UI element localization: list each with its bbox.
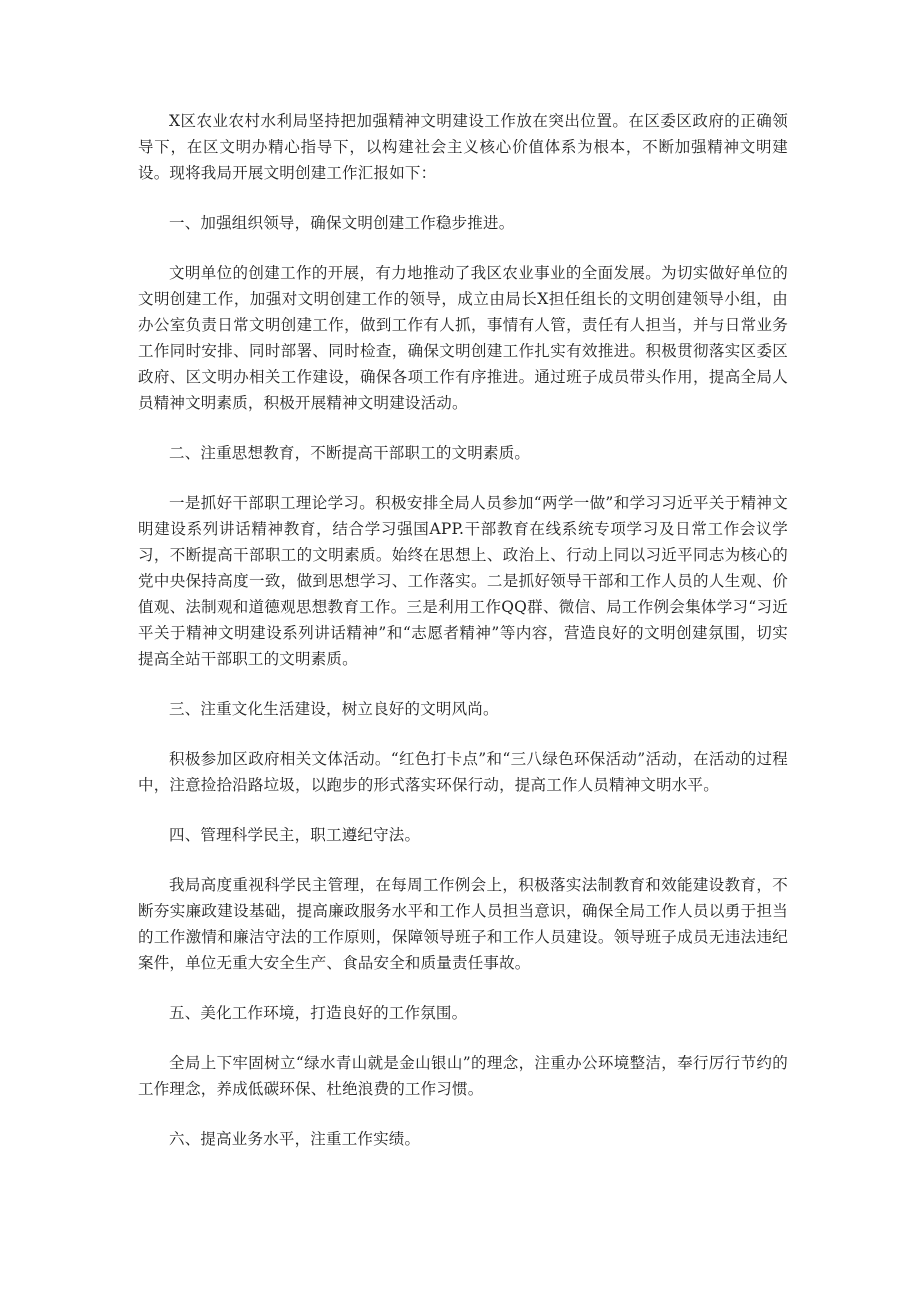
intro-paragraph: X区农业农村水利局坚持把加强精神文明建设工作放在突出位置。在区委区政府的正确领导下，在区文明办精心指导下，以构建社会主义核心价值体系为根本，不断加强精神文明建设。现将我局开展文明创建工作汇报如下： bbox=[138, 112, 788, 182]
section-4-paragraph: 我局高度重视科学民主管理，在每周工作例会上，积极落实法制教育和效能建设教育，不断夯实廉政建设基础，提高廉政服务水平和工作人员担当意识，确保全局工作人员以勇于担当的工作激情和廉洁守法的工作原则，保障领导班子和工作人员建设。领导班子成员无违法违纪案件，单位无重大安全生产、食品安全和质量责任事故。 bbox=[138, 876, 788, 972]
section-5-paragraph: 全局上下牢固树立“绿水青山就是金山银山”的理念，注重办公环境整洁，奉行厉行节约的工作理念，养成低碳环保、杜绝浪费的工作习惯。 bbox=[138, 1054, 788, 1098]
section-heading-3: 三、注重文化生活建设，树立良好的文明风尚。 bbox=[169, 700, 499, 718]
section-1-paragraph: 文明单位的创建工作的开展，有力地推动了我区农业事业的全面发展。为切实做好单位的文明创建工作，加强对文明创建工作的领导，成立由局长X担任组长的文明创建领导小组，由办公室负责日常文明创建工作，做到工作有人抓，事情有人管，责任有人担当，并与日常业务工作同时安排、同时部署、同时检查，确保文明创建工作扎实有效推进。积极贯彻落实区委区政府、区文明办相关工作建设，确保各项工作有序推进。通过班子成员带头作用，提高全局人员精神文明素质，积极开展精神文明建设活动。 bbox=[138, 264, 788, 412]
section-heading-5: 五、美化工作环境，打造良好的工作氛围。 bbox=[169, 1004, 468, 1022]
section-2-paragraph: 一是抓好干部职工理论学习。积极安排全局人员参加“两学一做”和学习习近平关于精神文明建设系列讲话精神教育，结合学习强国APP.干部教育在线系统专项学习及日常工作会议学习，不断提高干部职工的文明素质。始终在思想上、政治上、行动上同以习近平同志为核心的党中央保持高度一致，做到思想学习、工作落实。二是抓好领导干部和工作人员的人生观、价值观、法制观和道德观思想教育工作。三是利用工作QQ群、微信、局工作例会集体学习“习近平关于精神文明建设系列讲话精神”和“志愿者精神”等内容，营造良好的文明创建氛围，切实提高全站干部职工的文明素质。 bbox=[138, 494, 788, 668]
section-heading-1: 一、加强组织领导，确保文明创建工作稳步推进。 bbox=[169, 214, 515, 232]
document-body bbox=[138, 108, 788, 1152]
section-heading-4: 四、管理科学民主，职工遵纪守法。 bbox=[169, 826, 421, 844]
section-heading-6: 六、提高业务水平，注重工作实绩。 bbox=[169, 1130, 421, 1148]
section-3-paragraph: 积极参加区政府相关文体活动。“红色打卡点”和“三八绿色环保活动”活动，在活动的过程中，注意捡拾沿路垃圾，以跑步的形式落实环保行动，提高工作人员精神文明水平。 bbox=[138, 750, 788, 794]
section-heading-2: 二、注重思想教育，不断提高干部职工的文明素质。 bbox=[169, 444, 531, 462]
